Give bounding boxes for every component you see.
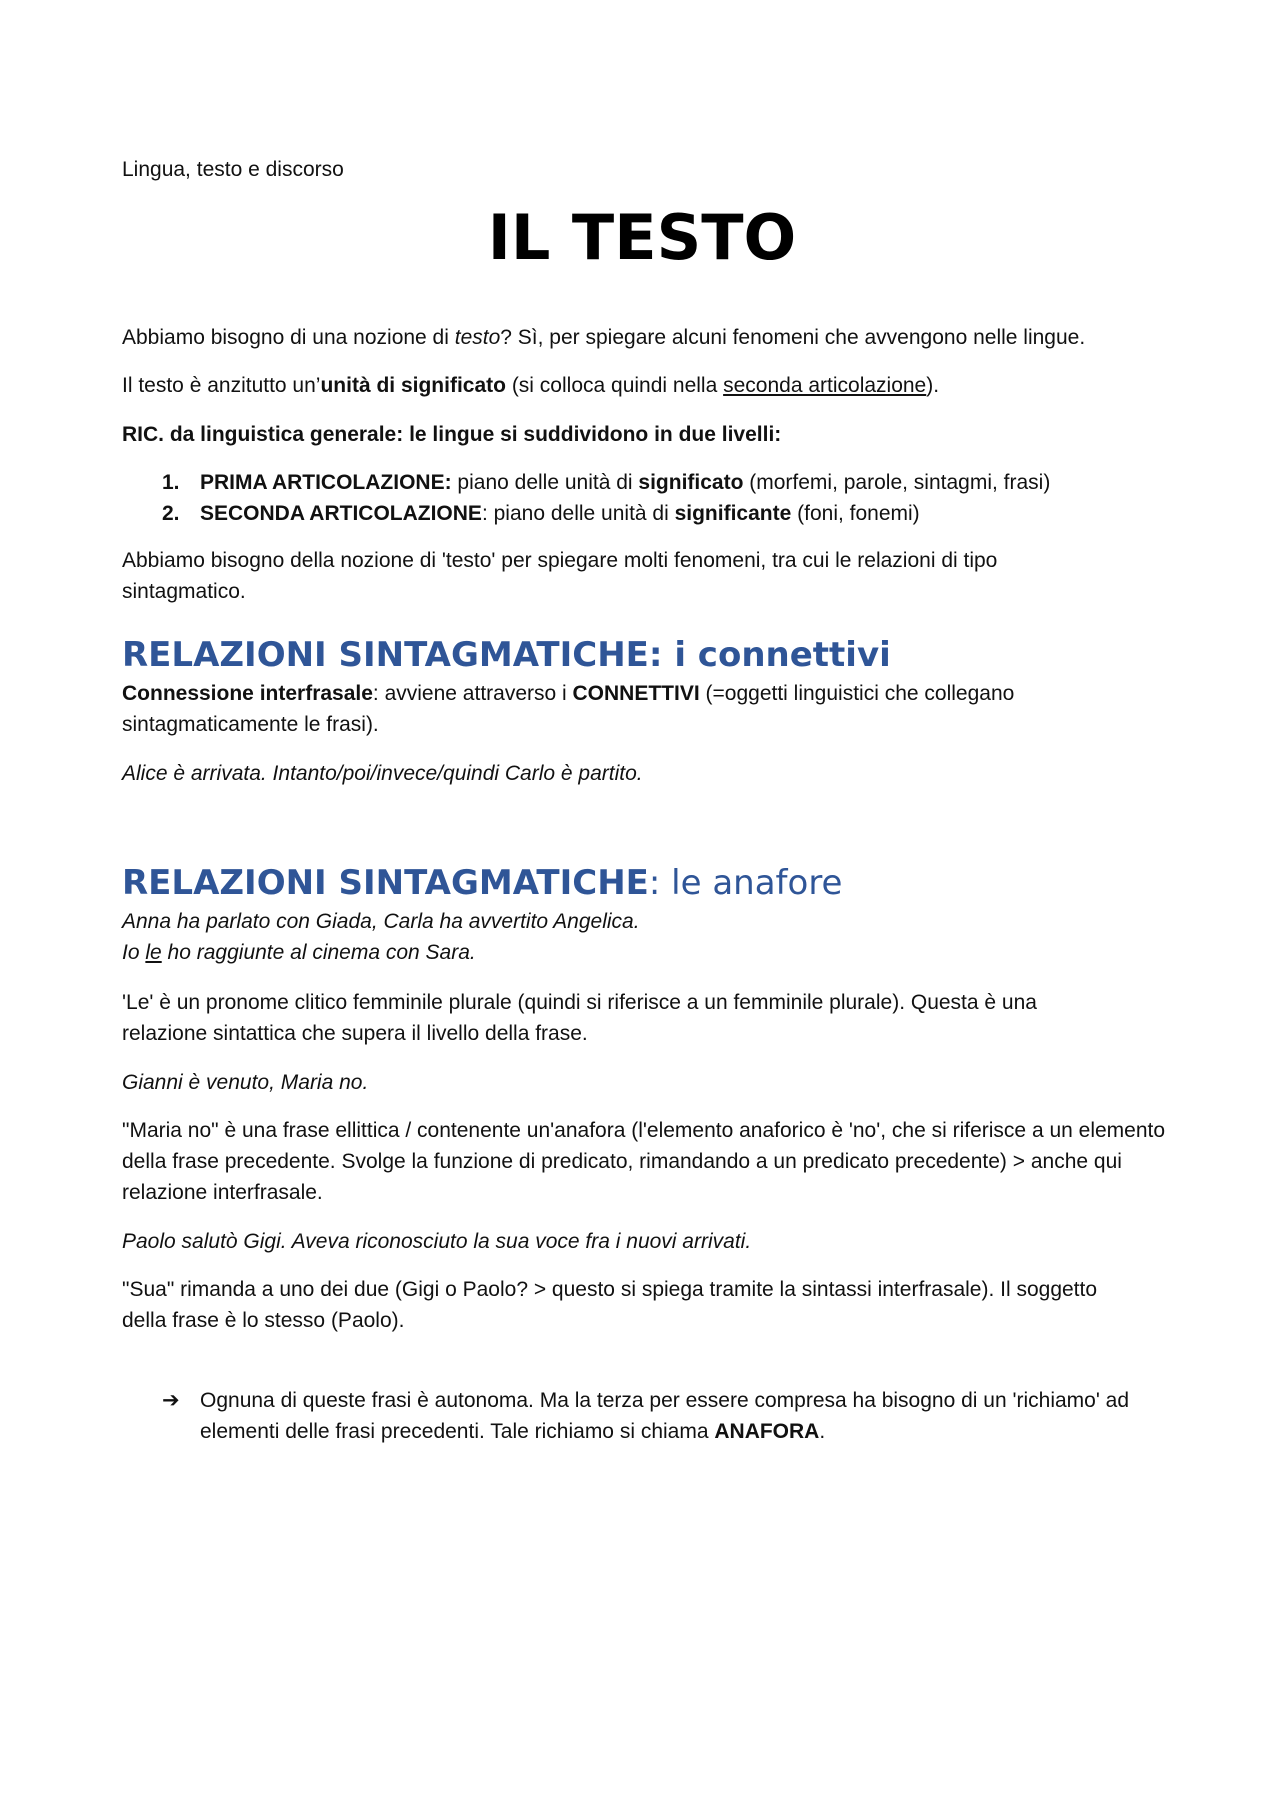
conclusion-block [122, 1385, 1172, 1447]
maria-note-block [122, 1115, 1172, 1208]
sua-note-block [122, 1274, 1132, 1336]
le-note-block [122, 987, 1102, 1049]
conn-text-end: (=oggetti linguistici che collegano sintagmaticamente le frasi). [122, 682, 1015, 736]
intro-p1-text-end: ? Sì, per spiegare alcuni fenomeni che avvengono nelle lingue. [500, 326, 1086, 349]
example-text: Io [122, 941, 146, 964]
intro-p2-text: Il testo è anzitutto un’ [122, 374, 321, 397]
maria-note: "Maria no" è una frase ellittica / contenente un'anafora (l'elemento anaforico è 'no', che si riferisce a un elemento della frase precedente. Svolge la funzione di predicato, rimandando a un predicato precedente) > anche qui relazione interfrasale. [122, 1119, 1166, 1204]
level-text-end: (morfemi, parole, sintagmi, frasi) [743, 471, 1051, 494]
section-connettivi [122, 634, 1162, 676]
testo-note-block [122, 545, 1062, 607]
conn-text: : avviene attraverso i [372, 682, 573, 705]
connettivi-example [122, 758, 1162, 789]
ric-paragraph [122, 419, 1162, 450]
course-header: Lingua, testo e discorso [122, 158, 344, 181]
heading-text: RELAZIONI SINTAGMATICHE: i connettivi [122, 635, 891, 675]
conn-bold-2: CONNETTIVI [572, 682, 700, 705]
heading-subtext: : le anafore [648, 863, 843, 903]
ric-text: RIC. da linguistica generale: le lingue si suddividono in due livelli: [122, 423, 782, 446]
example-line [122, 1067, 1162, 1098]
ric-block [122, 419, 1162, 450]
section-heading-anafore [122, 862, 1162, 904]
example-text: Gianni è venuto, Maria no. [122, 1071, 369, 1094]
intro-p2-underline: seconda articolazione [723, 374, 927, 397]
intro-block-2 [122, 370, 1162, 401]
list-number: 2. [162, 502, 180, 525]
example-line [122, 1226, 1162, 1257]
connettivi-paragraph [122, 678, 1082, 740]
section-anafore [122, 862, 1162, 904]
example-underline: le [145, 941, 162, 964]
testo-note: Abbiamo bisogno della nozione di 'testo' per spiegare molti fenomeni, tra cui le relazioni di tipo sintagmatico. [122, 549, 998, 603]
conclusion-text: Ognuna di queste frasi è autonoma. Ma la terza per essere compresa ha bisogno di un 'richiamo' ad elementi delle frasi precedenti. Tale richiamo si chiama [200, 1389, 1130, 1443]
page-title: IL TESTO [487, 201, 797, 274]
level-text: piano delle unità di [451, 471, 639, 494]
example-text: Paolo salutò Gigi. Aveva riconosciuto la sua voce fra i nuovi arrivati. [122, 1230, 752, 1253]
level-label: SECONDA ARTICOLAZIONE [200, 502, 482, 525]
example-text: Anna ha parlato con Giada, Carla ha avvertito Angelica. [122, 910, 640, 933]
connettivi-example-block [122, 758, 1162, 789]
intro-p2-bold: unità di significato [320, 374, 506, 397]
levels-list [122, 467, 1162, 529]
heading-text: RELAZIONI SINTAGMATICHE [122, 863, 649, 903]
level-label: PRIMA ARTICOLAZIONE: [200, 471, 452, 494]
intro-p1-emphasis: testo [454, 326, 501, 349]
intro-p2-mid: (si colloca quindi nella [505, 374, 724, 397]
example-line [122, 906, 1162, 937]
conclusion-text-end: . [819, 1420, 826, 1443]
intro-p2-end: ). [926, 374, 940, 397]
conn-bold: Connessione interfrasale [122, 682, 373, 705]
intro-p1-text: Abbiamo bisogno di una nozione di [122, 326, 455, 349]
level-text: : piano delle unità di [481, 502, 675, 525]
list-item [122, 498, 1162, 529]
anafore-example-3 [122, 1226, 1162, 1257]
conclusion-bold: ANAFORA [714, 1420, 820, 1443]
intro-block [122, 322, 1162, 353]
intro-paragraph-1 [122, 322, 1162, 353]
example-text: Alice è arrivata. Intanto/poi/invece/quindi Carlo è partito. [122, 762, 643, 785]
anafore-example-2 [122, 1067, 1162, 1098]
list-number: 1. [162, 471, 180, 494]
example-line [122, 937, 1162, 968]
level-key: significato [638, 471, 744, 494]
intro-paragraph-2 [122, 370, 1162, 401]
anafore-example-1 [122, 906, 1162, 968]
le-note: 'Le' è un pronome clitico femminile plurale (quindi si riferisce a un femminile plurale). Questa è una relazione sintattica che supera il livello della frase. [122, 991, 1037, 1045]
list-item [122, 467, 1162, 498]
sua-note: "Sua" rimanda a uno dei due (Gigi o Paolo? > questo si spiega tramite la sintassi interfrasale). Il soggetto della frase è lo stesso (Paolo). [122, 1278, 1098, 1332]
connettivi-block [122, 678, 1082, 740]
example-text-end: ho raggiunte al cinema con Sara. [161, 941, 476, 964]
section-heading-connettivi [122, 634, 1162, 676]
conclusion-item [122, 1385, 1172, 1447]
level-text-end: (foni, fonemi) [791, 502, 920, 525]
arrow-right-icon: ➔ [162, 1389, 180, 1412]
level-key: significante [674, 502, 792, 525]
